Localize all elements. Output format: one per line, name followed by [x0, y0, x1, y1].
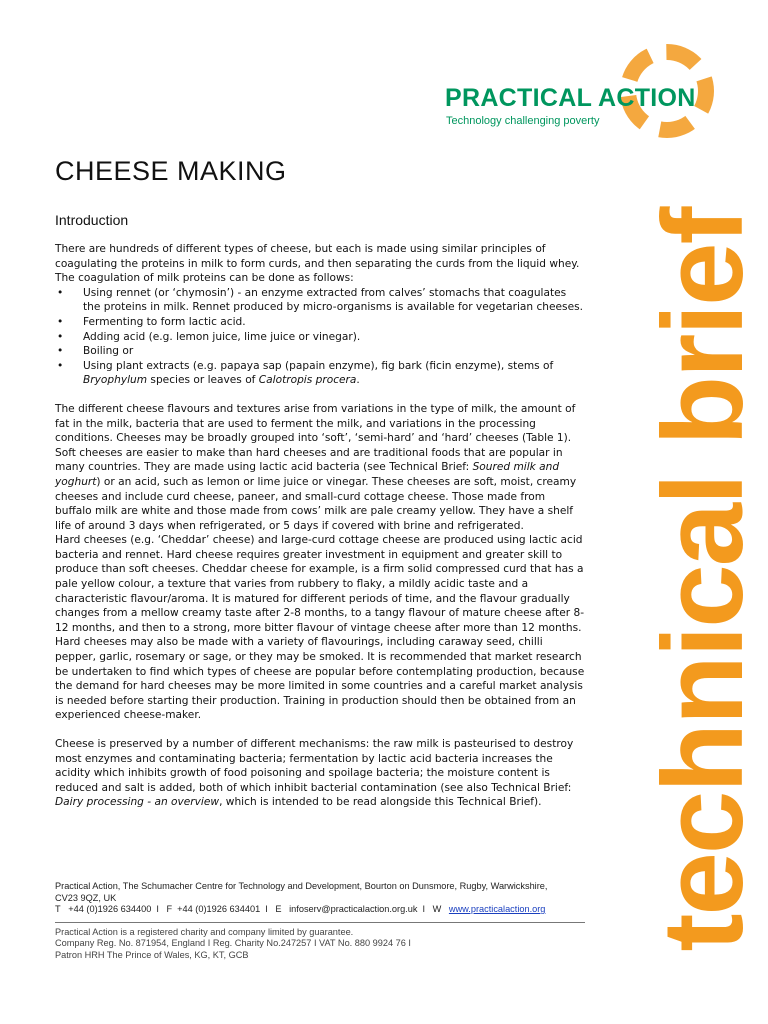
paragraph-text: ) or an acid, such as lemon or lime juice or vinegar. These cheeses are soft, moist, creamy cheeses and include curd cheese, paneer, and small-curd cottage cheese. Those made from buffalo milk are white and those made from cows’ milk are pale creamy yellow. They have a shelf life of around 3 days when refrigerated, or 5 days if covered with brine and refrigerated.: [55, 475, 577, 532]
brief-reference-italic: Dairy processing - an overview: [55, 796, 220, 809]
hard-cheeses-paragraph: [55, 533, 585, 723]
web-label: W: [432, 904, 442, 914]
flavours-paragraph: [55, 402, 585, 533]
list-item-text: Using plant extracts (e.g. papaya sap (papain enzyme), fig bark (ficin enzyme), stems of: [83, 359, 554, 372]
species-name-italic: Bryophylum: [83, 374, 148, 387]
section-heading-introduction: Introduction: [55, 212, 129, 228]
list-item-text: Boiling or: [83, 345, 134, 358]
footer: [55, 881, 595, 961]
footer-divider: [55, 922, 585, 923]
footer-postcode: CV23 9QZ, UK: [55, 892, 117, 903]
legal-charity-line: Practical Action is a registered charity and company limited by guarantee.: [55, 926, 354, 937]
footer-address: Practical Action, The Schumacher Centre for Technology and Development, Bourton on Dunsmore, Rugby, Warwickshire,: [55, 881, 548, 891]
list-item-text: Adding acid (e.g. lemon juice, lime juice or vinegar).: [83, 330, 361, 343]
preservation-paragraph: [55, 737, 585, 810]
document-title: CHEESE MAKING: [55, 156, 287, 186]
practical-action-logo: [424, 26, 744, 176]
technical-brief-banner: technical brief: [640, 208, 767, 952]
legal-patron-line: Patron HRH The Prince of Wales, KG, KT, GCB: [55, 949, 249, 960]
paragraph-text: Hard cheeses (e.g. ‘Cheddar’ cheese) and large-curd cottage cheese are produced using lactic acid bacteria and rennet. Hard cheese requires greater investment in equipment and greater skill to produce than soft cheeses. Cheddar cheese for example, is a firm solid compressed curd that has a pale yellow colour, a texture that varies from rubbery to flaky, a mildly acidic taste and a characteristic flavour/aroma. It is matured for different periods of time, and the flavour gradually changes from a mellow creamy taste after 2-8 months, to a tangy flavour of mature cheese after 8-12 months, and then to a strong, more bitter flavour of vintage cheese after more than 12 months. Hard cheeses may also be made with a variety of flavourings, including caraway seed, chilli pepper, garlic, rosemary or sage, or they may be smoked. It is recommended that market research be undertaken to find which types of cheese are popular before contemplating production, because the demand for hard cheeses may be more limited in some countries and a careful market analysis is needed before starting their production. Training in production should then be obtained from an experienced cheese-maker.: [55, 534, 585, 722]
document-body: [55, 242, 585, 810]
email-address[interactable]: infoserv@practicalaction.org.uk: [289, 904, 418, 914]
footer-contact-row: T +44 (0)1926 634400 I F +44 (0)1926 634401 I E infoserv@practicalaction.org.uk I W www.practicalaction.org: [55, 904, 546, 914]
email-label: E: [275, 904, 282, 914]
list-item-text: species or leaves of: [147, 374, 259, 387]
list-item-text: .: [356, 374, 360, 387]
legal-registration-line: Company Reg. No. 871954, England I Reg. Charity No.247257 I VAT No. 880 9924 76 I: [55, 938, 411, 948]
tel-number: +44 (0)1926 634400: [68, 904, 152, 914]
paragraph-text: , which is intended to be read alongside this Technical Brief).: [219, 796, 542, 809]
list-item: [55, 286, 585, 315]
list-item: [55, 359, 585, 388]
paragraph-text: Cheese is preserved by a number of different mechanisms: the raw milk is pasteurised to destroy most enzymes and contaminating bacteria; fermentation by lactic acid bacteria increases the acidity which inhibits growth of food poisoning and spoilage bacteria; the moisture content is reduced and salt is added, both of which inhibit bacterial contamination (see also Technical Brief:: [55, 738, 574, 794]
list-item: [55, 315, 585, 330]
list-item-text: Fermenting to form lactic acid.: [83, 315, 246, 328]
fax-label: F: [166, 904, 173, 914]
tel-label: T: [55, 904, 61, 914]
fax-number: +44 (0)1926 634401: [177, 904, 261, 914]
coagulation-method-list: [55, 286, 585, 388]
list-item: [55, 330, 585, 345]
intro-text: There are hundreds of different types of cheese, but each is made using similar principles of coagulating the proteins in milk to form curds, and then separating the curds from the liquid whey. The coagulation of milk proteins can be done as follows:: [55, 243, 580, 285]
paragraph-text: The different cheese flavours and textures arise from variations in the type of milk, the amount of fat in the milk, bacteria that are used to ferment the milk, and variations in the processing conditions. Cheeses may be broadly grouped into ‘soft’, ‘semi-hard’ and ‘hard’ cheeses (Table 1). Soft cheeses are easier to make than hard cheeses and are traditional foods that are popular in many countries. They are made using lactic acid bacteria (see Technical Brief:: [55, 402, 576, 474]
logo-wordmark: PRACTICAL ACTION: [445, 84, 696, 112]
intro-paragraph: [55, 242, 585, 286]
logo-tagline: Technology challenging poverty: [446, 115, 600, 127]
website-link[interactable]: www.practicalaction.org: [448, 904, 546, 914]
species-name-italic: Calotropis procera: [258, 374, 357, 387]
list-item: [55, 344, 585, 359]
list-item-text: Using rennet (or ‘chymosin’) - an enzyme extracted from calves’ stomachs that coagulates the proteins in milk. Rennet produced by micro-organisms is available for vegetarian cheeses.: [83, 286, 583, 314]
brief-reference-italic: Soured milk and yoghurt: [55, 461, 560, 488]
